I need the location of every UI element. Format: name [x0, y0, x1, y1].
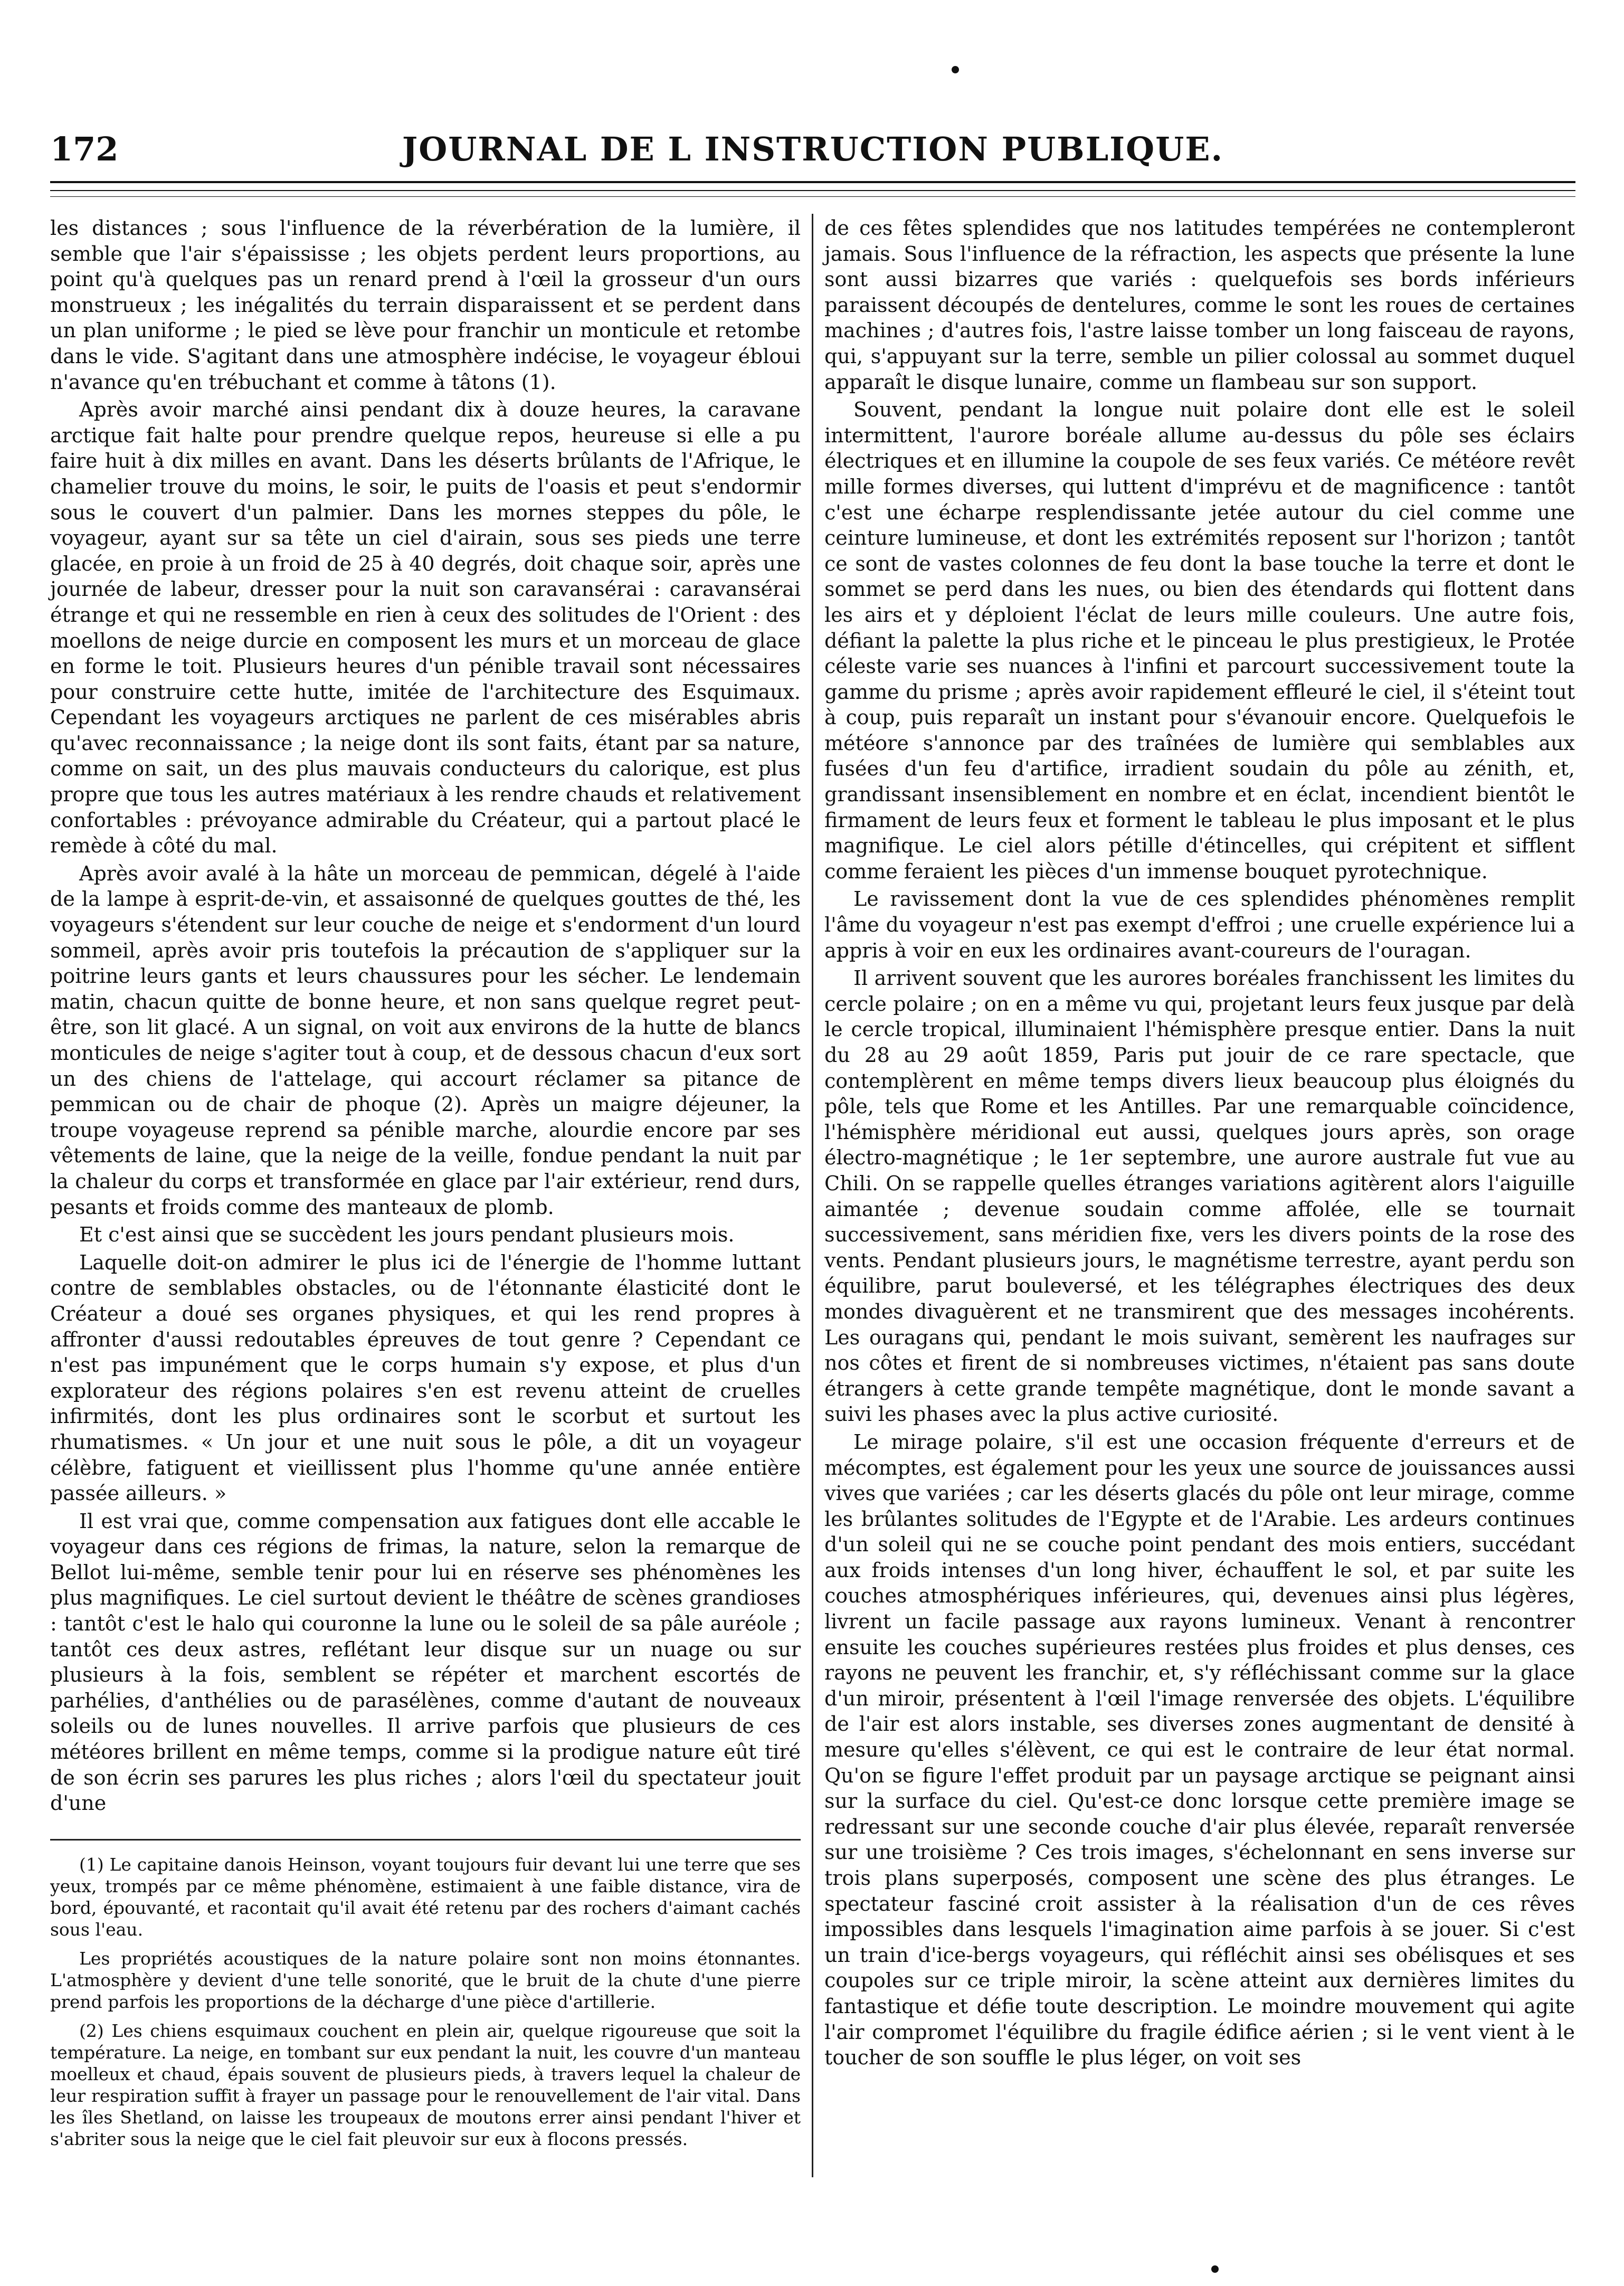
footnote: Les propriétés acoustiques de la nature polaire sont non moins étonnantes. L'atmosphère y devient d'une telle sonorité, que le bruit de la chute d'une pierre prend parfois les proportions de la décharge d'une pièce d'artillerie. [50, 1948, 801, 2012]
paragraph: Et c'est ainsi que se succèdent les jours pendant plusieurs mois. [79, 1223, 735, 1247]
paragraph: Il arrivent souvent que les aurores boréales franchissent les limites du cercle polaire ; on en a même vu qui, projetant leurs feux jusque par delà le cercle tropical, illuminaient l'hémisphère presque entier. Dans la nuit du 28 au 29 août 1859, Paris put jouir de ce rare spectacle, que contemplèrent en même temps divers lieux beaucoup plus éloignés du pôle, tels que Rome et les Antilles. Par une remarquable coïncidence, l'hémisphère méridional eut aussi, quelques jours après, son orage électro-magnétique ; le 1er septembre, une aurore australe fut vue au Chili. On se rappelle quelles étranges variations agitèrent alors l'aiguille aimantée ; devenue soudain comme affolée, elle se tournait successivement, sans méridien fixe, vers les divers points de la rose des vents. Pendant plusieurs jours, le magnétisme terrestre, ayant perdu son équilibre, parut bouleversé, et les télégraphes électriques des deux mondes divaguèrent et ne transmirent que des messages incohérents. Les ouragans qui, pendant le mois suivant, semèrent les naufrages sur nos côtes et firent de si nombreuses victimes, n'étaient pas sans doute étrangers à cette grande tempête magnétique, dont le monde savant a suivi les phases avec la plus active curiosité. [824, 966, 1575, 1426]
footnote: (2) Les chiens esquimaux couchent en plein air, quelque rigoureuse que soit la température. La neige, en tombant sur eux pendant la nuit, les couvre d'un manteau moelleux et chaud, épais souvent de plusieurs pieds, à travers lequel la chaleur de leur respiration suffit à frayer un passage pour le renouvellement de l'air vital. Dans les îles Shetland, on laisse les troupeaux de moutons errer ainsi pendant l'hiver et s'abriter sous la neige que le ciel fait pleuvoir sur eux à flocons pressés. [50, 2021, 801, 2149]
paragraph: Le ravissement dont la vue de ces splendides phénomènes remplit l'âme du voyageur n'est pas exempt d'effroi ; une cruelle expérience lui a appris à voir en eux les ordinaires avant-coureurs de l'ouragan. [824, 887, 1575, 962]
header-rule-thick [50, 181, 1575, 183]
ink-dot-top [952, 66, 959, 73]
ink-dot-bottom [1211, 2265, 1219, 2273]
paragraph: Après avoir marché ainsi pendant dix à douze heures, la caravane arctique fait halte pour prendre quelque repos, heureuse si elle a pu faire huit à dix milles en avant. Dans les déserts brûlants de l'Afrique, le chamelier trouve du moins, le soir, le puits de l'oasis et peut s'endormir sous le couvert d'un palmier. Dans les mornes steppes du pôle, le voyageur, ayant sur sa tête un ciel d'airain, sous ses pieds une terre glacée, en proie à un froid de 25 à 40 degrés, doit chaque soir, après une journée de labeur, dresser pour la nuit son caravansérai : caravansérai étrange et qui ne ressemble en rien à ceux des solitudes de l'Orient : des moellons de neige durcie en composent les murs et un morceau de glace en forme le toit. Plusieurs heures d'un pénible travail sont nécessaires pour construire cette hutte, imitée de l'architecture des Esquimaux. Cependant les voyageurs arctiques ne parlent de ces misérables abris qu'avec reconnaissance ; la neige dont ils sont faits, étant par sa nature, comme on sait, un des plus mauvais conducteurs du calorique, est plus propre que tous les autres matériaux à les rendre chauds et relativement confortables : prévoyance admirable du Créateur, qui a partout placé le remède à côté du mal. [50, 398, 801, 858]
running-title: JOURNAL DE L INSTRUCTION PUBLIQUE. [402, 130, 1224, 168]
left-column [50, 215, 801, 1818]
paragraph: Laquelle doit-on admirer le plus ici de l'énergie de l'homme luttant contre de semblables obstacles, ou de l'étonnante élasticité dont le Créateur a doué ses organes physiques, et qui les rend propres à affronter d'aussi redoutables épreuves de tout genre ? Cependant ce n'est pas impunément que le corps humain s'y expose, et plus d'un explorateur des régions polaires s'en est revenu atteint de cruelles infirmités, dont les plus ordinaires sont le scorbut et surtout les rhumatismes. « Un jour et une nuit sous le pôle, a dit un voyageur célèbre, fatiguent et vieillissent plus l'homme qu'une année entière passée ailleurs. » [50, 1250, 801, 1505]
footnotes [50, 1854, 801, 2157]
column-divider [812, 214, 813, 2177]
right-column [824, 215, 1575, 2073]
footnote: (1) Le capitaine danois Heinson, voyant toujours fuir devant lui une terre que ses yeux, trompés par ce même phénomène, estimaient à une faible distance, vira de bord, épouvanté, et racontait qu'il avait été retenu par des rochers d'aimant cachés sous l'eau. [50, 1854, 801, 1940]
paragraph: les distances ; sous l'influence de la réverbération de la lumière, il semble que l'air s'épaississe ; les objets perdent leurs proportions, au point qu'à quelques pas un renard prend à l'œil la grosseur d'un ours monstrueux ; les inégalités du terrain disparaissent et se perdent dans un plan uniforme ; le pied se lève pour franchir un monticule et retombe dans le vide. S'agitant dans une atmosphère indécise, le voyageur ébloui n'avance qu'en trébuchant et comme à tâtons (1). [50, 216, 801, 394]
paragraph: Le mirage polaire, s'il est une occasion fréquente d'erreurs et de mécomptes, est également pour les yeux une source de jouissances aussi vives que variées ; car les déserts glacés du pôle ont leur mirage, comme les brûlantes solitudes de l'Egypte et de l'Arabie. Les ardeurs continues d'un soleil qui ne se couche point pendant des mois entiers, succédant aux froids intenses d'un long hiver, échauffent le sol, et par suite les couches atmosphériques inférieures, qui, devenues ainsi plus légères, livrent un facile passage aux rayons lumineux. Venant à rencontrer ensuite les couches supérieures restées plus froides et plus denses, ces rayons ne peuvent les franchir, et, s'y réfléchissant comme sur la glace d'un miroir, présentent à l'œil l'image renversée des objets. L'équilibre de l'air est alors instable, ses diverses zones augmentant de densité à mesure qu'elles s'élèvent, ce qui est le contraire de leur état normal. Qu'on se figure l'effet produit par un paysage arctique se peignant ainsi sur la surface du ciel. Qu'est-ce donc lorsque cette première image se redressant sur une seconde couche d'air plus élevée, reparaît renversée sur une troisième ? Ces trois images, s'échelonnant en sens inverse sur trois plans superposés, composent une scène des plus étranges. Le spectateur fasciné croit assister à la réalisation d'un de ces rêves impossibles dans lesquels l'imagination aime parfois à se jouer. Si c'est un train d'ice-bergs voyageurs, qui réfléchit ainsi ses obélisques et ses coupoles sur ce triple miroir, la scène atteint aux dernières limites du fantastique et défie toute description. Le moindre mouvement qui agite l'air compromet l'équilibre du fragile édifice aérien ; si le vent vient à le toucher de son souffle le plus léger, on voit ses [824, 1430, 1575, 2070]
footnote-rule [50, 1839, 801, 1841]
page-header [50, 120, 1575, 178]
header-rule-thin [50, 190, 1575, 191]
page-number: 172 [50, 130, 119, 168]
paragraph: Après avoir avalé à la hâte un morceau de pemmican, dégelé à l'aide de la lampe à esprit-de-vin, et assaisonné de quelques gouttes de thé, les voyageurs s'étendent sur leur couche de neige et s'endorment d'un lourd sommeil, après avoir pris toutefois la précaution de s'appliquer sur la poitrine leurs gants et leurs chaussures pour les sécher. Le lendemain matin, chacun quitte de bonne heure, et non sans quelque regret peut-être, son lit glacé. A un signal, on voit aux environs de la hutte de blancs monticules de neige s'agiter tout à coup, et de dessous chacun d'eux sort un des chiens de l'attelage, qui accourt réclamer sa pitance de pemmican ou de chair de phoque (2). Après un maigre déjeuner, la troupe voyageuse reprend sa pénible marche, alourdie encore par ses vêtements de laine, que la neige de la veille, fondue pendant la nuit par la chaleur du corps et transformée en glace par l'air extérieur, rend durs, pesants et froids comme des manteaux de plomb. [50, 861, 801, 1219]
paragraph: Souvent, pendant la longue nuit polaire dont elle est le soleil intermittent, l'aurore boréale allume au-dessus du pôle ses éclairs électriques et en illumine la coupole de ses feux variés. Ce météore revêt mille formes diverses, qui luttent d'imprévu et de magnificence : tantôt c'est une écharpe resplendissante jetée autour du ciel comme une ceinture lumineuse, et dont les extrémités reposent sur l'horizon ; tantôt ce sont de vastes colonnes de feu dont la base touche la terre et dont le sommet se perd dans les nues, ou bien des étendards qui flottent dans les airs et y déploient l'éclat de leurs mille couleurs. Une autre fois, défiant la palette la plus riche et le pinceau le plus prestigieux, le Protée céleste varie ses nuances à l'infini et parcourt successivement toute la gamme du prisme ; après avoir rapidement effleuré le ciel, il s'éteint tout à coup, puis reparaît un instant pour s'évanouir encore. Quelquefois le météore s'annonce par des traînées de lumière qui semblables aux fusées d'un feu d'artifice, irradient soudain du pôle au zénith, et, grandissant insensiblement en nombre et en éclat, incendient bientôt le firmament de leurs feux et forment le tableau le plus imposant et le plus magnifique. Le ciel alors pétille d'étincelles, qui crépitent et sifflent comme feraient les pièces d'un immense bouquet pyrotechnique. [824, 398, 1575, 883]
paragraph: Il est vrai que, comme compensation aux fatigues dont elle accable le voyageur dans ces régions de frimas, la nature, selon la remarque de Bellot lui-même, semble tenir pour lui en réserve ses phénomènes les plus magnifiques. Le ciel surtout devient le théâtre de scènes grandioses : tantôt c'est le halo qui couronne la lune ou le soleil de sa pâle auréole ; tantôt ces deux astres, reflétant leur disque sur un nuage ou sur plusieurs à la fois, semblent se répéter et marchent escortés de parhélies, d'anthélies ou de parasélènes, comme d'autant de nouveaux soleils ou de lunes nouvelles. Il arrive parfois que plusieurs de ces météores brillent en même temps, comme si la prodigue nature eût tiré de son écrin ses parures les plus riches ; alors l'œil du spectateur jouit d'une [50, 1509, 801, 1815]
paragraph: de ces fêtes splendides que nos latitudes tempérées ne contempleront jamais. Sous l'influence de la réfraction, les aspects que présente la lune sont aussi bizarres que variés : quelquefois ses bords inférieurs paraissent découpés de dentelures, comme le sont les roues de certaines machines ; d'autres fois, l'astre laisse tomber un long faisceau de rayons, qui, s'appuyant sur la terre, semble un pilier colossal au sommet duquel apparaît le disque lunaire, comme un flambeau sur son support. [824, 216, 1575, 394]
header-rule-thin-2 [50, 196, 1575, 197]
